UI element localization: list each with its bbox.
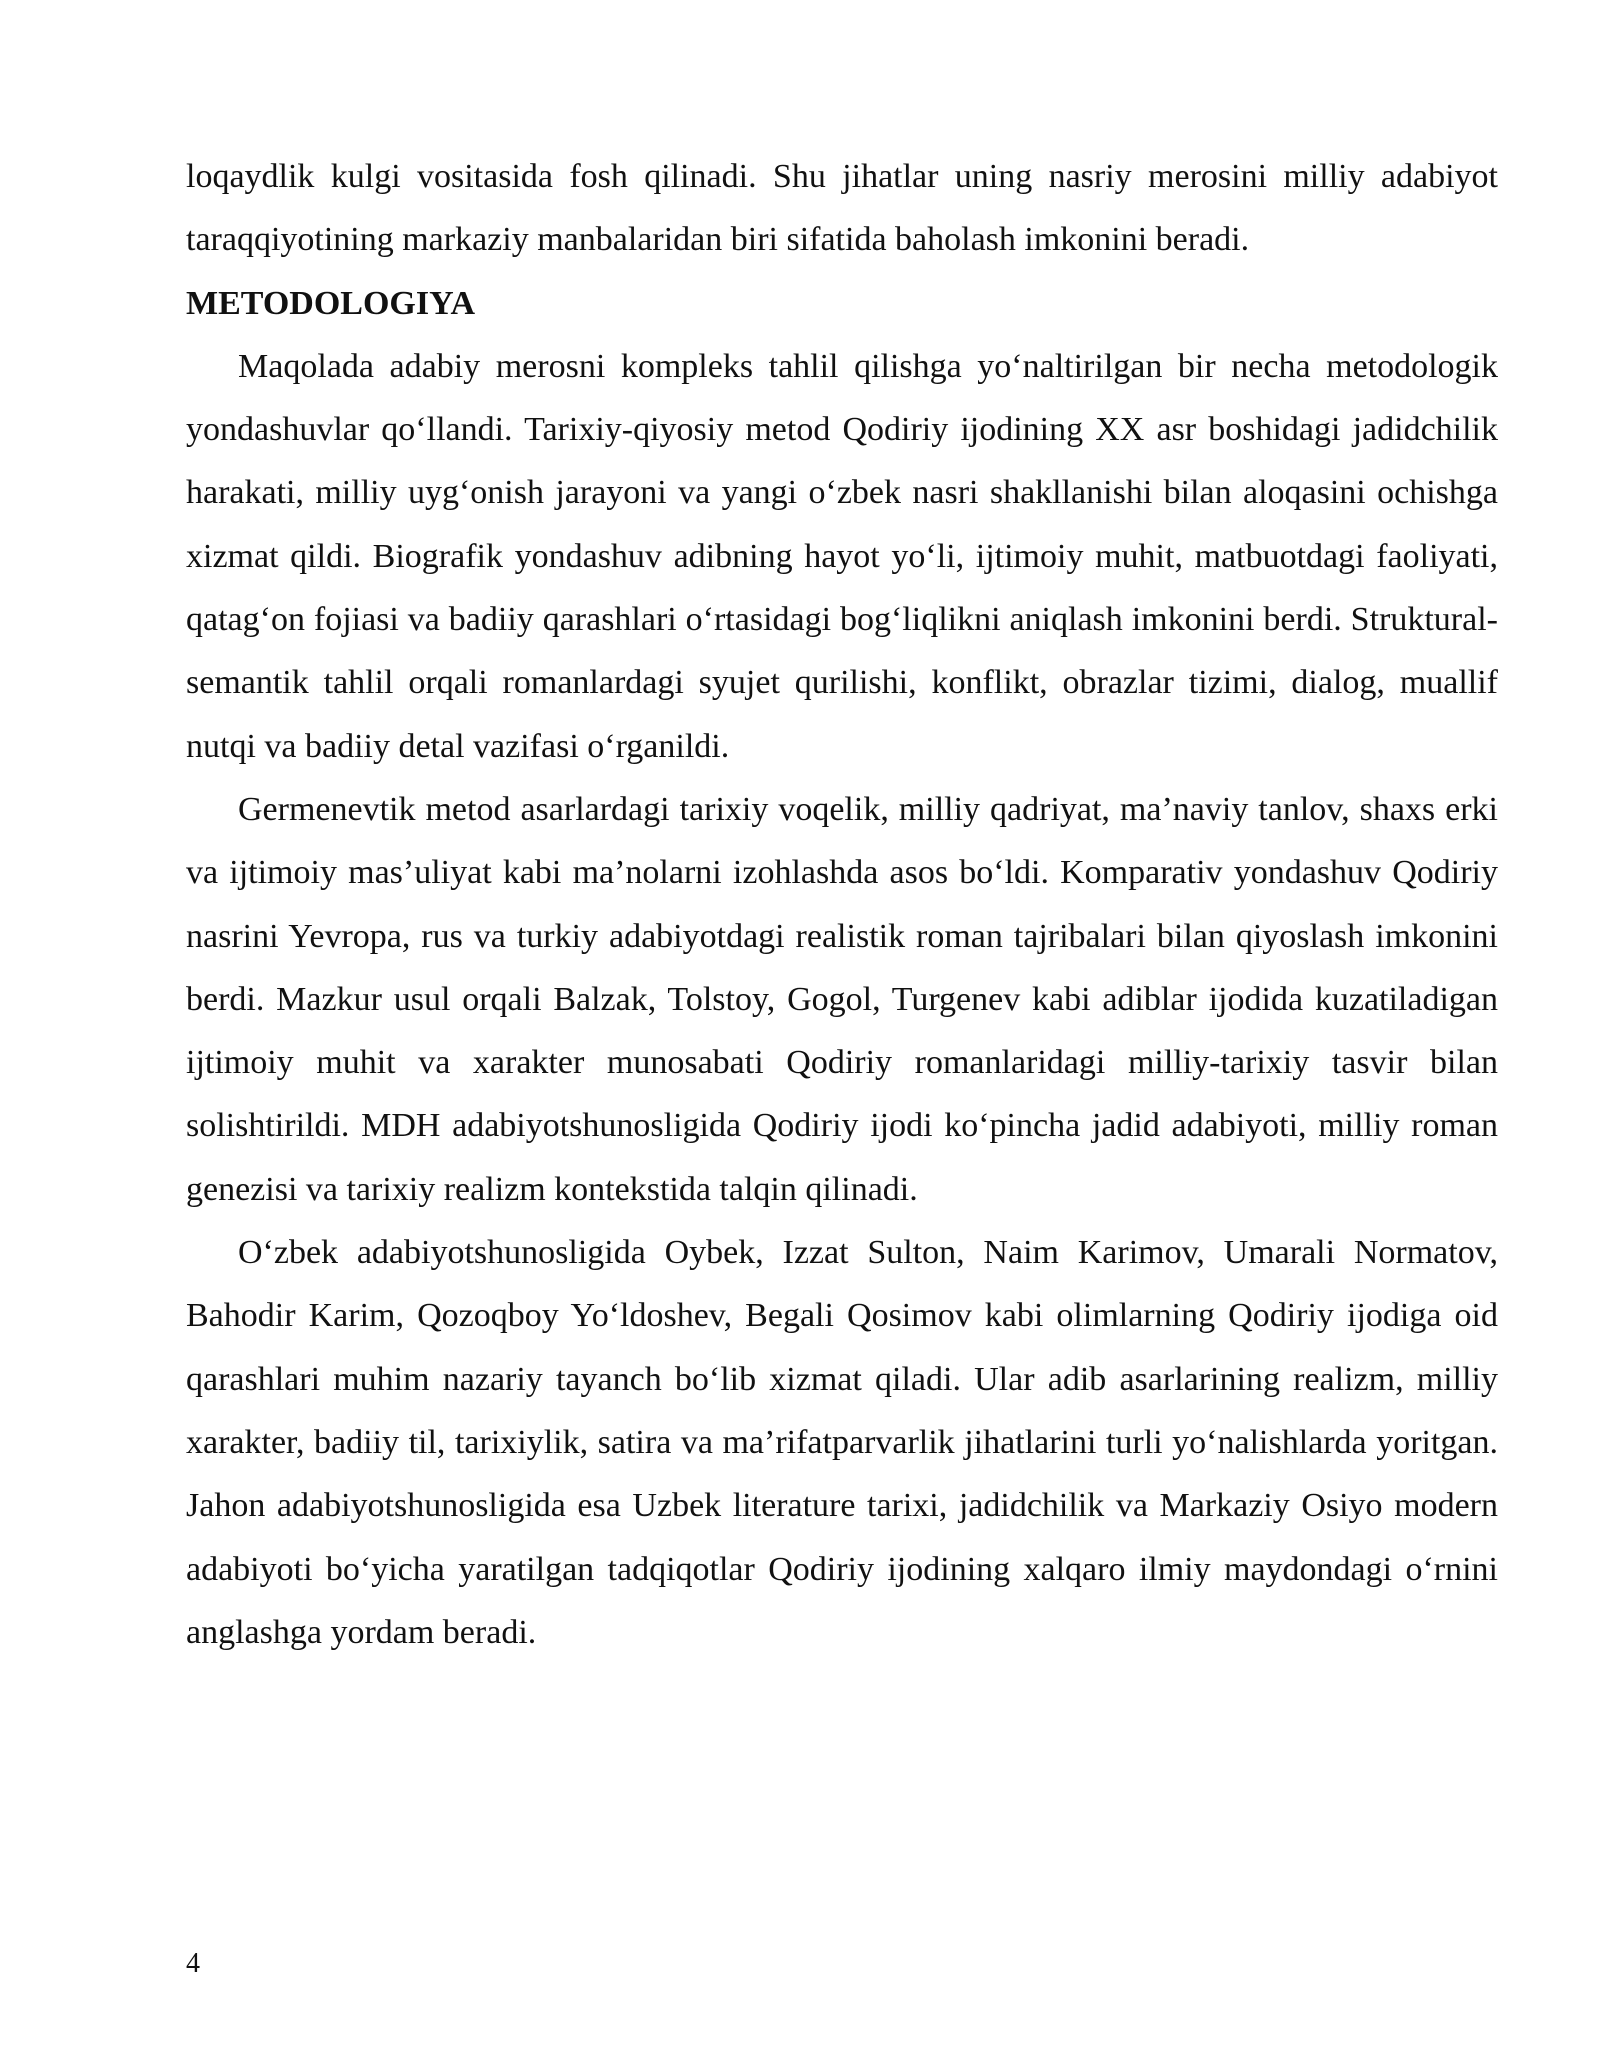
paragraph-scholarship: O‘zbek adabiyotshunosligida Oybek, Izzat Sulton, Naim Karimov, Umarali Normatov, Bahodir Karim, Qozoqboy Yo‘ldoshev, Begali Qosimov kabi olimlarning Qodiriy ijodiga oid qarashlari muhim nazariy tayanch bo‘lib xizmat qiladi. Ular adib asarlarining realizm, milliy xarakter, badiiy til, tarixiylik, satira va ma’rifatparvarlik jihatlarini turli yo‘nalishlarda yoritgan. Jahon adabiyotshunosligida esa Uzbek literature tarixi, jadidchilik va Markaziy Osiyo modern adabiyoti bo‘yicha yaratilgan tadqiqotlar Qodiriy ijodining xalqaro ilmiy maydondagi o‘rnini anglashga yordam beradi. [186, 1234, 1498, 1651]
document-body [186, 145, 1498, 1664]
paragraph-hermeneutic: Germenevtik metod asarlardagi tarixiy voqelik, milliy qadriyat, ma’naviy tanlov, shaxs erki va ijtimoiy mas’uliyat kabi ma’nolarni izohlashda asos bo‘ldi. Komparativ yondashuv Qodiriy nasrini Yevropa, rus va turkiy adabiyotdagi realistik roman tajribalari bilan qiyoslash imkonini berdi. Mazkur usul orqali Balzak, Tolstoy, Gogol, Turgenev kabi adiblar ijodida kuzatiladigan ijtimoiy muhit va xarakter munosabati Qodiriy romanlaridagi milliy-tarixiy tasvir bilan solishtirildi. MDH adabiyotshunosligida Qodiriy ijodi ko‘pincha jadid adabiyoti, milliy roman genezisi va tarixiy realizm kontekstida talqin qilinadi. [186, 790, 1498, 1208]
intro-paragraph: loqaydlik kulgi vositasida fosh qilinadi. Shu jihatlar uning nasriy merosini milliy adabiyot taraqqiyotining markaziy manbalaridan biri sifatida baholash imkonini beradi. [186, 158, 1498, 259]
page-number: 4 [186, 1948, 200, 1979]
paragraph-methods: Maqolada adabiy merosni kompleks tahlil qilishga yo‘naltirilgan bir necha metodologik yondashuvlar qo‘llandi. Tarixiy-qiyosiy metod Qodiriy ijodining XX asr boshidagi jadidchilik harakati, milliy uyg‘onish jarayoni va yangi o‘zbek nasri shakllanishi bilan aloqasini ochishga xizmat qildi. Biografik yondashuv adibning hayot yo‘li, ijtimoiy muhit, matbuotdagi faoliyati, qatag‘on fojiasi va badiiy qarashlari o‘rtasidagi bog‘liqlikni aniqlash imkonini berdi. Struktural-semantik tahlil orqali romanlardagi syujet qurilishi, konflikt, obrazlar tizimi, dialog, muallif nutqi va badiiy detal vazifasi o‘rganildi. [186, 347, 1498, 765]
section-heading: METODOLOGIYA [186, 284, 476, 322]
